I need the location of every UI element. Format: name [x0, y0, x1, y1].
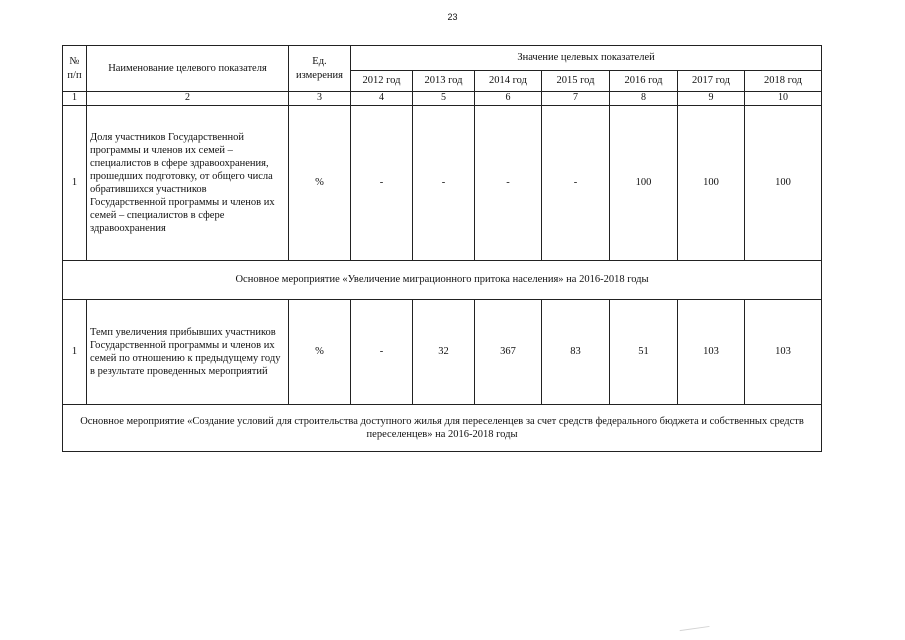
column-number: 5	[413, 92, 475, 106]
value-cell: 367	[475, 300, 542, 405]
section-row	[63, 405, 822, 452]
year-header: 2014 год	[475, 71, 542, 92]
indicator-unit: %	[289, 300, 351, 405]
header-unit-cell: Ед. измерения	[289, 46, 351, 92]
column-number: 4	[351, 92, 413, 106]
column-number: 1	[63, 92, 87, 106]
table-row	[63, 300, 822, 405]
column-number: 3	[289, 92, 351, 106]
value-cell: 103	[678, 300, 745, 405]
table-row	[63, 106, 822, 261]
value-cell: -	[351, 106, 413, 261]
year-header: 2016 год	[610, 71, 678, 92]
column-number: 7	[542, 92, 610, 106]
value-cell: 100	[678, 106, 745, 261]
column-number: 8	[610, 92, 678, 106]
year-header: 2013 год	[413, 71, 475, 92]
header-values-group: Значение целевых показателей	[351, 46, 822, 71]
section-row	[63, 261, 822, 300]
year-header: 2015 год	[542, 71, 610, 92]
value-cell: 103	[745, 300, 822, 405]
value-cell: -	[542, 106, 610, 261]
value-cell: -	[475, 106, 542, 261]
value-cell: 100	[745, 106, 822, 261]
value-cell: -	[351, 300, 413, 405]
column-number: 2	[87, 92, 289, 106]
header-name-cell: Наименование целевого показателя	[87, 46, 289, 92]
header-num-cell: № п/п	[63, 46, 87, 92]
section-title: Основное мероприятие «Создание условий для строительства доступного жилья для переселенцев за счет средств федерального бюджета и собственных средств переселенцев» на 2016-2018 годы	[63, 405, 822, 452]
year-header: 2017 год	[678, 71, 745, 92]
page-number: 23	[447, 12, 458, 22]
indicator-unit: %	[289, 106, 351, 261]
year-header: 2012 год	[351, 71, 413, 92]
value-cell: 83	[542, 300, 610, 405]
header-row	[63, 46, 822, 71]
indicator-name: Темп увеличения прибывших участников Государственной программы и членов их семей по отношению к предыдущему году в результате проведенных мероприятий	[87, 300, 289, 405]
value-cell: 51	[610, 300, 678, 405]
column-numbers-row	[63, 92, 822, 106]
indicator-name: Доля участников Государственной программы и членов их семей – специалистов в сфере здравоохранения, прошедших подготовку, от общего числа обратившихся участников Государственной программы и членов их семей – специалистов в сфере здравоохранения	[87, 106, 289, 261]
target-indicators-table	[62, 45, 822, 452]
column-number: 10	[745, 92, 822, 106]
value-cell: -	[413, 106, 475, 261]
section-title: Основное мероприятие «Увеличение миграционного притока населения» на 2016-2018 годы	[63, 261, 822, 300]
column-number: 6	[475, 92, 542, 106]
value-cell: 32	[413, 300, 475, 405]
column-number: 9	[678, 92, 745, 106]
year-header: 2018 год	[745, 71, 822, 92]
value-cell: 100	[610, 106, 678, 261]
row-num: 1	[63, 106, 87, 261]
scan-mark	[680, 626, 711, 637]
row-num: 1	[63, 300, 87, 405]
